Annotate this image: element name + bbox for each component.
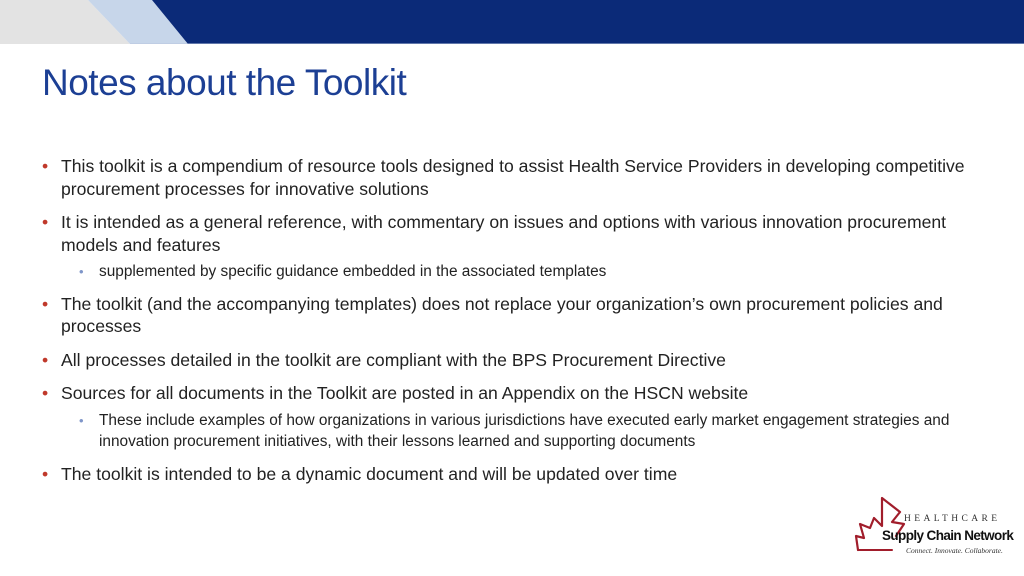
- bullet-item: • Sources for all documents in the Toolkit are posted in an Appendix on the HSCN website: [42, 382, 982, 405]
- logo-top-text: HEALTHCARE: [904, 514, 1001, 524]
- bullet-item: • The toolkit (and the accompanying templates) does not replace your organization’s own procurement policies and processes: [42, 293, 982, 338]
- sub-bullet-item: • These include examples of how organizations in various jurisdictions have executed early market engagement strategies and innovation procurement initiatives, with their lessons learned and supporting documents: [42, 410, 982, 453]
- logo-main-text: Supply Chain Network: [882, 528, 1014, 543]
- logo-tagline: Connect. Innovate. Collaborate.: [906, 546, 1003, 555]
- bullet-item: • This toolkit is a compendium of resource tools designed to assist Health Service Providers in developing competitive procurement processes for innovative solutions: [42, 155, 982, 200]
- sub-bullet-item: • supplemented by specific guidance embedded in the associated templates: [42, 261, 982, 283]
- bullet-item: • All processes detailed in the toolkit are compliant with the BPS Procurement Directive: [42, 349, 982, 372]
- bullet-list: [42, 155, 982, 496]
- page-title: Notes about the Toolkit: [42, 62, 407, 103]
- bullet-item: • The toolkit is intended to be a dynamic document and will be updated over time: [42, 463, 982, 486]
- hscn-logo: [852, 492, 1012, 558]
- header-band: [0, 0, 1024, 44]
- bullet-item: • It is intended as a general reference, with commentary on issues and options with various innovation procurement models and features: [42, 211, 982, 256]
- navy-band-stripe: [152, 0, 1024, 44]
- maple-leaf-icon: [852, 492, 912, 558]
